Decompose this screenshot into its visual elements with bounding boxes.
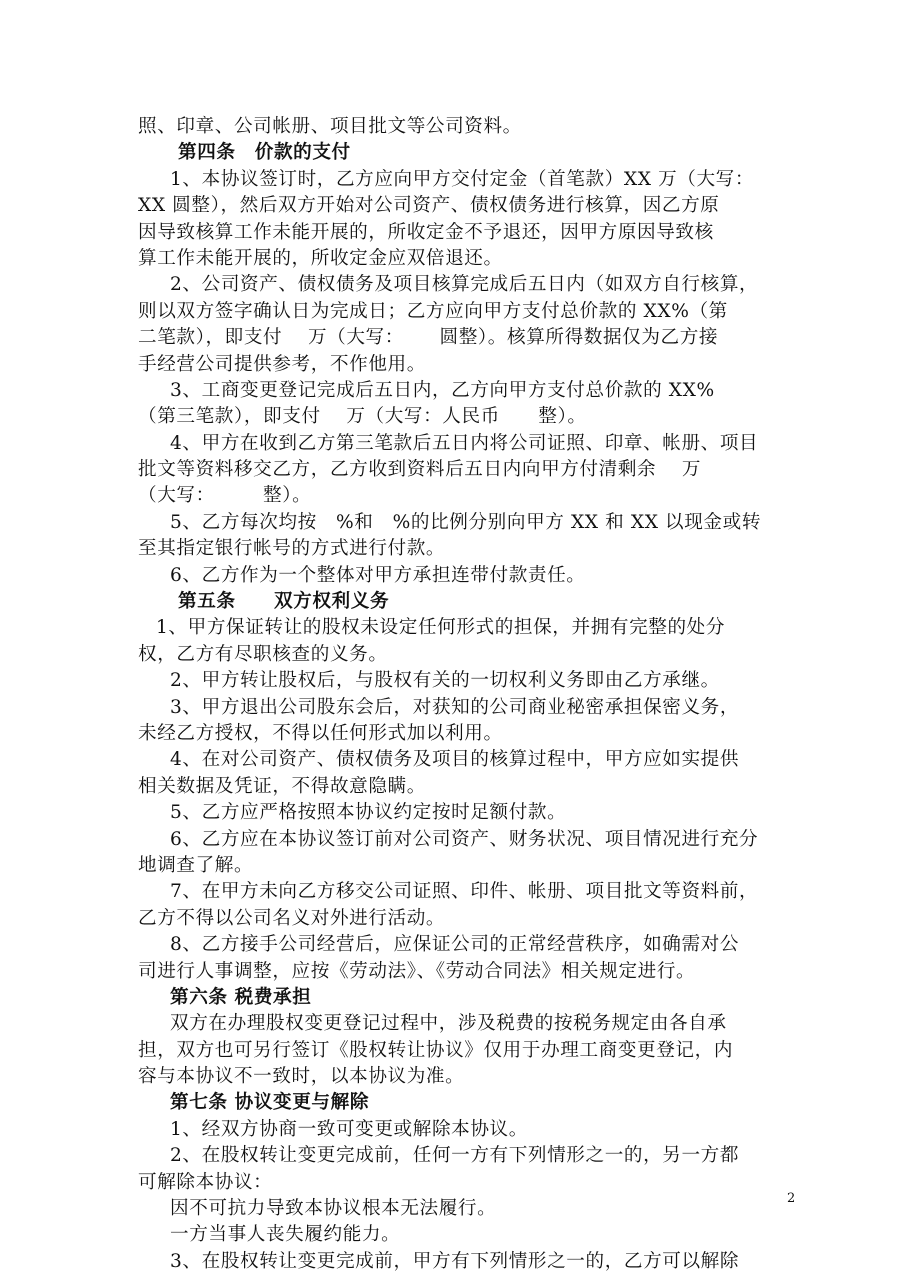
paragraph-line: 3、工商变更登记完成后五日内，乙方向甲方支付总价款的 XX% <box>170 379 715 401</box>
paragraph-line: 相关数据及凭证，不得故意隐瞒。 <box>138 775 426 797</box>
paragraph-line: 批文等资料移交乙方，乙方收到资料后五日内向甲方付清剩余 万 <box>138 459 702 481</box>
paragraph-line: 6、乙方应在本协议签订前对公司资产、财务状况、项目情况进行充分 <box>170 828 759 850</box>
paragraph-line: 8、乙方接手公司经营后，应保证公司的正常经营秩序，如确需对公 <box>170 934 740 956</box>
paragraph-line: 未经乙方授权，不得以任何形式加以利用。 <box>138 722 503 744</box>
paragraph-line: XX 圆整），然后双方开始对公司资产、债权债务进行核算，因乙方原 <box>138 195 720 217</box>
paragraph-line: 则以双方签字确认日为完成日；乙方应向甲方支付总价款的 XX%（第 <box>138 300 728 322</box>
paragraph-line: 可解除本协议： <box>138 1171 273 1193</box>
paragraph-line: 2、在股权转让变更完成前，任何一方有下列情形之一的，另一方都 <box>170 1145 740 1167</box>
section-heading: 第四条 价款的支付 <box>178 142 351 164</box>
paragraph-line: 3、在股权转让变更完成前，甲方有下列情形之一的，乙方可以解除 <box>170 1250 740 1272</box>
section-heading: 第六条 税费承担 <box>170 986 312 1008</box>
paragraph-line: 照、印章、公司帐册、项目批文等公司资料。 <box>138 116 522 137</box>
page-number: 2 <box>787 1191 796 1206</box>
paragraph-line: 1、本协议签订时，乙方应向甲方交付定金（首笔款）XX 万（大写： <box>170 168 755 190</box>
paragraph-line: 司进行人事调整，应按《劳动法》、《劳动合同法》相关规定进行。 <box>138 960 696 982</box>
paragraph-line: 一方当事人丧失履约能力。 <box>170 1224 401 1246</box>
paragraph-line: 1、甲方保证转让的股权未设定任何形式的担保，并拥有完整的处分 <box>156 617 726 639</box>
paragraph-line: 算工作未能开展的，所收定金应双倍退还。 <box>138 247 503 269</box>
paragraph-line: 因导致核算工作未能开展的，所收定金不予退还，因甲方原因导致核 <box>138 221 714 243</box>
paragraph-line: 容与本协议不一致时，以本协议为准。 <box>138 1066 465 1088</box>
paragraph-line: （第三笔款），即支付 万（大写：人民币 整）。 <box>138 406 587 428</box>
paragraph-line: 5、乙方应严格按照本协议约定按时足额付款。 <box>170 802 567 824</box>
paragraph-line: 二笔款），即支付 万（大写： 圆整）。核算所得数据仅为乙方接 <box>138 327 719 349</box>
paragraph-line: 4、甲方在收到乙方第三笔款后五日内将公司证照、印章、帐册、项目 <box>170 432 759 454</box>
paragraph-line: 手经营公司提供参考，不作他用。 <box>138 353 426 375</box>
paragraph-line: 至其指定银行帐号的方式进行付款。 <box>138 538 446 560</box>
paragraph-line: 5、乙方每次均按 %和 %的比例分别向甲方 XX 和 XX 以现金或转 <box>170 511 762 533</box>
document-body <box>138 114 802 1275</box>
paragraph-line: 担，双方也可另行签订《股权转让协议》仅用于办理工商变更登记，内 <box>138 1039 734 1061</box>
paragraph-line: 双方在办理股权变更登记过程中，涉及税费的按税务规定由各自承 <box>170 1013 727 1035</box>
paragraph-line: 地调查了解。 <box>138 854 254 876</box>
paragraph-line: 4、在对公司资产、债权债务及项目的核算过程中，甲方应如实提供 <box>170 749 740 771</box>
paragraph-line: 7、在甲方未向乙方移交公司证照、印件、帐册、项目批文等资料前， <box>170 881 759 903</box>
paragraph-line: （大写： 整）。 <box>138 485 312 507</box>
paragraph-line: 2、甲方转让股权后，与股权有关的一切权利义务即由乙方承继。 <box>170 670 720 692</box>
paragraph-line: 3、甲方退出公司股东会后，对获知的公司商业秘密承担保密义务， <box>170 696 740 718</box>
paragraph-line: 6、乙方作为一个整体对甲方承担连带付款责任。 <box>170 564 586 586</box>
paragraph-line: 1、经双方协商一致可变更或解除本协议。 <box>170 1118 528 1140</box>
paragraph-line: 2、公司资产、债权债务及项目核算完成后五日内（如双方自行核算， <box>170 274 759 296</box>
paragraph-line: 因不可抗力导致本协议根本无法履行。 <box>170 1198 497 1220</box>
section-heading: 第七条 协议变更与解除 <box>170 1092 370 1114</box>
paragraph-line: 权，乙方有尽职核查的义务。 <box>138 643 388 665</box>
section-heading: 第五条 双方权利义务 <box>178 591 390 613</box>
paragraph-line: 乙方不得以公司名义对外进行活动。 <box>138 907 446 929</box>
